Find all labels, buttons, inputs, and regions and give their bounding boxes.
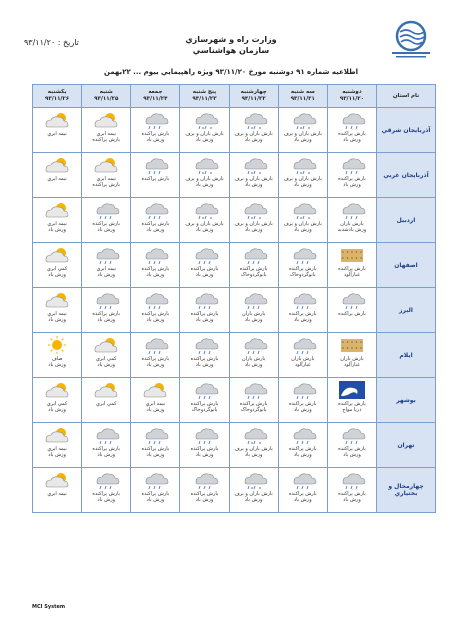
forecast-cell bbox=[82, 333, 131, 378]
forecast-cell bbox=[278, 423, 327, 468]
rain-cloud-icon bbox=[288, 470, 318, 490]
rain-cloud-icon bbox=[239, 245, 269, 265]
forecast-condition: بارش پراکنده bbox=[338, 491, 366, 497]
day-header bbox=[33, 85, 82, 108]
forecast-condition: بارش پراکنده bbox=[338, 311, 366, 317]
rain-cloud-icon bbox=[337, 470, 367, 490]
forecast-cell bbox=[82, 468, 131, 513]
partly-cloudy-icon bbox=[42, 425, 72, 445]
page-header bbox=[0, 0, 462, 70]
rain-cloud-icon bbox=[239, 335, 269, 355]
forecast-cell bbox=[33, 468, 82, 513]
forecast-detail: وزش باد bbox=[48, 317, 66, 323]
forecast-detail: وزش باد bbox=[97, 272, 116, 278]
province-row bbox=[33, 333, 436, 378]
footer-system-name: MCI System bbox=[32, 604, 66, 610]
partly-cloudy-icon bbox=[140, 380, 170, 400]
forecast-condition: نيمه ابري bbox=[47, 221, 67, 227]
forecast-cell bbox=[82, 198, 131, 243]
forecast-detail: وزش باد bbox=[293, 497, 312, 503]
forecast-detail: وزش باد bbox=[244, 317, 263, 323]
forecast-detail: بانوگردوخاک bbox=[191, 407, 218, 413]
forecast-cell bbox=[131, 243, 180, 288]
forecast-condition: کمي ابري bbox=[46, 401, 68, 407]
forecast-cell bbox=[229, 288, 278, 333]
forecast-condition: بارش پراکنده bbox=[239, 266, 268, 272]
province-name: ايلام bbox=[377, 333, 436, 378]
day-header bbox=[229, 85, 278, 108]
forecast-detail: وزش باد bbox=[244, 227, 263, 233]
forecast-condition: بارش باران و برف bbox=[185, 176, 224, 182]
day-name: پنج شنبه bbox=[192, 89, 217, 95]
forecast-detail: وزش باد bbox=[195, 317, 214, 323]
forecast-condition: بارش پراکنده bbox=[92, 221, 121, 227]
forecast-cell bbox=[180, 108, 229, 153]
rain-cloud-icon bbox=[140, 245, 170, 265]
forecast-condition: بارش پراکنده bbox=[92, 491, 121, 497]
rain-cloud-icon bbox=[91, 290, 121, 310]
forecast-condition: بارش باران bbox=[291, 356, 315, 362]
partly-cloudy-icon bbox=[42, 200, 72, 220]
forecast-condition: بارش پراکنده bbox=[141, 221, 170, 227]
forecast-condition: صاف bbox=[51, 356, 63, 362]
forecast-detail: وزش باد bbox=[48, 407, 66, 413]
forecast-cell bbox=[327, 423, 376, 468]
forecast-condition: بارش باران و برف bbox=[283, 221, 322, 227]
partly-cloudy-icon bbox=[91, 155, 121, 175]
forecast-detail: وزش باد bbox=[244, 452, 263, 458]
forecast-cell bbox=[180, 333, 229, 378]
forecast-cell bbox=[327, 333, 376, 378]
forecast-cell bbox=[180, 153, 229, 198]
forecast-cell bbox=[131, 153, 180, 198]
day-name: چهارشنبه bbox=[240, 89, 267, 95]
forecast-cell bbox=[278, 153, 327, 198]
forecast-cell bbox=[278, 243, 327, 288]
forecast-condition: بارش پراکنده bbox=[141, 491, 170, 497]
rain-cloud-icon bbox=[190, 380, 220, 400]
province-row bbox=[33, 468, 436, 513]
forecast-cell bbox=[278, 468, 327, 513]
snow-rain-cloud-icon bbox=[190, 110, 220, 130]
rain-cloud-icon bbox=[140, 290, 170, 310]
forecast-condition: کمي ابري bbox=[46, 266, 68, 272]
forecast-condition: بارش پراکنده bbox=[338, 401, 366, 407]
forecast-condition: بارش پراکنده bbox=[288, 401, 317, 407]
province-row bbox=[33, 243, 436, 288]
forecast-cell bbox=[229, 198, 278, 243]
forecast-detail: وزش باد bbox=[195, 137, 214, 143]
forecast-cell bbox=[82, 243, 131, 288]
day-header bbox=[180, 85, 229, 108]
forecast-detail: وزش باد bbox=[293, 182, 312, 188]
province-name: البرز bbox=[377, 288, 436, 333]
forecast-cell bbox=[229, 108, 278, 153]
forecast-condition: نيمه ابري bbox=[47, 176, 67, 182]
forecast-cell bbox=[131, 333, 180, 378]
forecast-condition: بارش باران و برف bbox=[185, 221, 224, 227]
forecast-condition: بارش باران bbox=[241, 311, 266, 317]
province-row bbox=[33, 378, 436, 423]
day-name: جمعه bbox=[148, 89, 163, 95]
dust-icon bbox=[337, 245, 367, 265]
forecast-body bbox=[33, 108, 436, 513]
forecast-condition: بارش پراکنده bbox=[141, 356, 170, 362]
forecast-condition: بارش پراکنده bbox=[141, 131, 170, 137]
rain-cloud-icon bbox=[288, 290, 318, 310]
forecast-cell bbox=[131, 108, 180, 153]
forecast-condition: نيمه ابري bbox=[47, 446, 67, 452]
province-row bbox=[33, 153, 436, 198]
forecast-cell bbox=[229, 243, 278, 288]
rain-cloud-icon bbox=[91, 200, 121, 220]
forecast-condition: کمي ابري bbox=[95, 401, 117, 407]
forecast-condition: بارش پراکنده bbox=[190, 491, 219, 497]
forecast-cell bbox=[33, 288, 82, 333]
partly-cloudy-icon bbox=[91, 110, 121, 130]
day-date: ۹۳/۱۱/۲۲ bbox=[241, 96, 266, 102]
forecast-cell bbox=[229, 333, 278, 378]
forecast-cell bbox=[82, 288, 131, 333]
rain-cloud-icon bbox=[91, 245, 121, 265]
rain-cloud-icon bbox=[337, 425, 367, 445]
province-name: آذربايجان شرقي bbox=[377, 108, 436, 153]
forecast-detail: وزش باد bbox=[293, 407, 312, 413]
rain-cloud-icon bbox=[91, 425, 121, 445]
province-column-header: نام استان bbox=[377, 85, 436, 108]
forecast-detail: وزش باد bbox=[146, 272, 165, 278]
forecast-detail: وزش باد bbox=[195, 227, 214, 233]
partly-cloudy-icon bbox=[42, 155, 72, 175]
forecast-detail: وزش باد bbox=[244, 497, 263, 503]
forecast-condition: بارش باران bbox=[241, 356, 266, 362]
forecast-detail: وزش باد bbox=[97, 452, 116, 458]
forecast-cell bbox=[229, 423, 278, 468]
rain-cloud-icon bbox=[337, 110, 367, 130]
forecast-cell bbox=[180, 198, 229, 243]
day-header bbox=[278, 85, 327, 108]
forecast-detail: بارش پراکنده bbox=[92, 137, 121, 143]
forecast-detail: بانوگردوخاک bbox=[240, 272, 267, 278]
forecast-detail: وزش باد bbox=[146, 452, 165, 458]
forecast-condition: بارش پراکنده bbox=[190, 311, 219, 317]
rain-cloud-icon bbox=[190, 425, 220, 445]
day-date: ۹۳/۱۱/۲۴ bbox=[143, 96, 168, 102]
forecast-condition: بارش پراکنده bbox=[190, 401, 219, 407]
rain-cloud-icon bbox=[140, 425, 170, 445]
day-date: ۹۳/۱۱/۲۶ bbox=[44, 96, 70, 102]
forecast-cell bbox=[278, 288, 327, 333]
forecast-condition: بارش باران و برف bbox=[234, 176, 273, 182]
forecast-condition: بارش باران bbox=[340, 356, 364, 362]
forecast-condition: بارش پراکنده bbox=[338, 176, 366, 182]
forecast-detail: وزش باد bbox=[195, 272, 214, 278]
wave-icon bbox=[337, 380, 367, 400]
rain-cloud-icon bbox=[337, 155, 367, 175]
forecast-cell bbox=[180, 243, 229, 288]
rain-cloud-icon bbox=[140, 155, 170, 175]
forecast-cell bbox=[327, 198, 376, 243]
province-row bbox=[33, 288, 436, 333]
forecast-cell bbox=[131, 468, 180, 513]
snow-rain-cloud-icon bbox=[239, 425, 269, 445]
forecast-condition: بارش پراکنده bbox=[338, 446, 366, 452]
forecast-condition: بارش باران و برف bbox=[234, 491, 273, 497]
forecast-condition: نيمه ابري bbox=[96, 131, 116, 137]
forecast-condition: بارش پراکنده bbox=[239, 401, 268, 407]
rain-cloud-icon bbox=[140, 200, 170, 220]
forecast-condition: بارش پراکنده bbox=[141, 176, 170, 182]
forecast-detail: غبارآلود bbox=[294, 362, 311, 368]
forecast-detail: وزش باد bbox=[48, 362, 66, 368]
forecast-condition: بارش پراکنده bbox=[92, 446, 121, 452]
forecast-cell bbox=[229, 153, 278, 198]
province-row bbox=[33, 108, 436, 153]
forecast-cell bbox=[131, 423, 180, 468]
forecast-condition: بارش باران و برف bbox=[283, 131, 322, 137]
forecast-cell bbox=[229, 378, 278, 423]
rain-cloud-icon bbox=[91, 470, 121, 490]
snow-rain-cloud-icon bbox=[239, 200, 269, 220]
snow-rain-cloud-icon bbox=[288, 200, 318, 220]
day-name: سه شنبه bbox=[290, 89, 315, 95]
forecast-detail: وزش باد bbox=[195, 182, 214, 188]
forecast-condition: بارش پراکنده bbox=[141, 311, 170, 317]
province-name: آذربايجان غربي bbox=[377, 153, 436, 198]
day-name: يکشنبه bbox=[47, 89, 67, 95]
rain-cloud-icon bbox=[337, 290, 367, 310]
forecast-detail: وزش باد bbox=[195, 497, 214, 503]
forecast-cell bbox=[33, 423, 82, 468]
forecast-detail: وزش باد bbox=[293, 227, 312, 233]
forecast-cell bbox=[33, 153, 82, 198]
partly-cloudy-icon bbox=[91, 380, 121, 400]
rain-cloud-icon bbox=[190, 335, 220, 355]
forecast-detail: وزش باد bbox=[146, 317, 165, 323]
forecast-detail: وزش باد bbox=[293, 317, 312, 323]
rain-cloud-icon bbox=[190, 470, 220, 490]
forecast-header-row bbox=[33, 85, 436, 108]
forecast-cell bbox=[82, 378, 131, 423]
rain-cloud-icon bbox=[239, 290, 269, 310]
forecast-detail: وزش باد bbox=[48, 272, 66, 278]
snow-rain-cloud-icon bbox=[190, 200, 220, 220]
forecast-condition: بارش باران bbox=[340, 221, 364, 227]
snow-rain-cloud-icon bbox=[288, 155, 318, 175]
forecast-cell bbox=[33, 333, 82, 378]
forecast-detail: وزش باد bbox=[97, 497, 116, 503]
rain-cloud-icon bbox=[288, 335, 318, 355]
rain-cloud-icon bbox=[337, 200, 367, 220]
forecast-condition: کمي ابري bbox=[95, 356, 117, 362]
day-header bbox=[131, 85, 180, 108]
forecast-condition: بارش پراکنده bbox=[288, 446, 317, 452]
day-date: ۹۳/۱۱/۲۳ bbox=[192, 96, 217, 102]
forecast-cell bbox=[131, 288, 180, 333]
forecast-condition: بارش پراکنده bbox=[141, 446, 170, 452]
forecast-detail: وزش باد bbox=[48, 227, 66, 233]
forecast-detail: بانوگردوخاک bbox=[289, 272, 316, 278]
forecast-detail: وزش باد bbox=[97, 362, 116, 368]
partly-cloudy-icon bbox=[42, 110, 72, 130]
forecast-condition: بارش پراکنده bbox=[338, 131, 366, 137]
province-name: بوشهر bbox=[377, 378, 436, 423]
forecast-cell bbox=[33, 108, 82, 153]
forecast-cell bbox=[33, 243, 82, 288]
bulletin-notice: اطلاعيه شماره ۹۱ دوشنبه مورخ ۹۳/۱۱/۲۰ ويژه راهپيمايي بيوم ... ۲۲بهمن bbox=[103, 68, 359, 76]
forecast-cell bbox=[82, 153, 131, 198]
forecast-condition: بارش پراکنده bbox=[190, 356, 219, 362]
dust-icon bbox=[337, 335, 367, 355]
organization-title: سازمان هواشناسي bbox=[192, 46, 270, 55]
forecast-detail: وزش باد bbox=[293, 137, 312, 143]
forecast-cell bbox=[327, 153, 376, 198]
snow-rain-cloud-icon bbox=[239, 110, 269, 130]
forecast-detail: وزش باد bbox=[97, 227, 116, 233]
rain-cloud-icon bbox=[140, 110, 170, 130]
snow-rain-cloud-icon bbox=[288, 110, 318, 130]
forecast-detail: بانوگردوخاک bbox=[240, 407, 267, 413]
forecast-condition: بارش پراکنده bbox=[288, 491, 317, 497]
forecast-cell bbox=[180, 378, 229, 423]
forecast-condition: بارش باران و برف bbox=[234, 131, 273, 137]
forecast-detail: وزش باد bbox=[244, 182, 263, 188]
province-name: اصفهان bbox=[377, 243, 436, 288]
sunny-icon bbox=[42, 335, 72, 355]
forecast-condition: نيمه ابري bbox=[96, 176, 116, 182]
forecast-detail: وزش باد bbox=[343, 137, 361, 143]
snow-rain-cloud-icon bbox=[239, 155, 269, 175]
forecast-cell bbox=[180, 288, 229, 333]
forecast-condition: بارش پراکنده bbox=[141, 266, 170, 272]
day-date: ۹۳/۱۱/۲۵ bbox=[94, 96, 119, 102]
rain-cloud-icon bbox=[288, 245, 318, 265]
forecast-detail: وزش باد bbox=[146, 407, 165, 413]
bulletin-date: تاريخ : ۹۳/۱۱/۲۰ bbox=[24, 38, 79, 47]
rain-cloud-icon bbox=[190, 245, 220, 265]
forecast-condition: نيمه ابري bbox=[47, 311, 67, 317]
forecast-detail: وزش باد bbox=[343, 497, 361, 503]
day-date: ۹۳/۱۱/۲۰ bbox=[339, 96, 365, 102]
rain-cloud-icon bbox=[140, 470, 170, 490]
forecast-cell bbox=[327, 288, 376, 333]
day-name: شنبه bbox=[99, 89, 113, 95]
partly-cloudy-icon bbox=[42, 470, 72, 490]
rain-cloud-icon bbox=[288, 380, 318, 400]
forecast-cell bbox=[131, 378, 180, 423]
forecast-detail: وزش باد bbox=[343, 182, 361, 188]
forecast-condition: بارش پراکنده bbox=[190, 446, 219, 452]
forecast-detail: وزش باد bbox=[146, 497, 165, 503]
forecast-cell bbox=[278, 378, 327, 423]
forecast-cell bbox=[278, 198, 327, 243]
forecast-condition: بارش باران و برف bbox=[185, 131, 224, 137]
partly-cloudy-icon bbox=[42, 290, 72, 310]
forecast-detail: وزش باد bbox=[146, 362, 165, 368]
forecast-condition: بارش پراکنده bbox=[190, 266, 219, 272]
forecast-cell bbox=[229, 468, 278, 513]
rain-cloud-icon bbox=[288, 425, 318, 445]
forecast-cell bbox=[131, 198, 180, 243]
forecast-cell bbox=[180, 468, 229, 513]
forecast-condition: بارش باران و برف bbox=[283, 176, 322, 182]
rain-cloud-icon bbox=[239, 380, 269, 400]
province-name: اردبيل bbox=[377, 198, 436, 243]
forecast-condition: بارش پراکنده bbox=[338, 266, 366, 272]
forecast-detail: وزش باد bbox=[293, 452, 312, 458]
forecast-detail: غبارآلود bbox=[344, 362, 360, 368]
forecast-condition: نيمه ابري bbox=[47, 491, 67, 497]
forecast-detail: وزش باد bbox=[146, 227, 165, 233]
forecast-cell bbox=[33, 378, 82, 423]
forecast-condition: بارش باران و برف bbox=[234, 446, 273, 452]
forecast-detail: غبارآلود bbox=[344, 272, 360, 278]
forecast-cell bbox=[82, 108, 131, 153]
forecast-detail: وزش باد bbox=[195, 452, 214, 458]
province-name: چهارمحال و بختياري bbox=[377, 468, 436, 513]
forecast-condition: نيمه ابري bbox=[47, 131, 67, 137]
forecast-detail: وزش باد bbox=[195, 362, 214, 368]
forecast-condition: بارش پراکنده bbox=[92, 311, 121, 317]
day-date: ۹۳/۱۱/۲۱ bbox=[290, 96, 315, 102]
forecast-condition: نيمه ابري bbox=[96, 266, 116, 272]
forecast-cell bbox=[327, 378, 376, 423]
province-row bbox=[33, 423, 436, 468]
forecast-condition: بارش پراکنده bbox=[288, 311, 317, 317]
forecast-cell bbox=[327, 468, 376, 513]
snow-rain-cloud-icon bbox=[190, 155, 220, 175]
province-row bbox=[33, 198, 436, 243]
forecast-detail: بارش پراکنده bbox=[92, 182, 121, 188]
forecast-cell bbox=[327, 243, 376, 288]
rain-cloud-icon bbox=[140, 335, 170, 355]
partly-cloudy-icon bbox=[42, 380, 72, 400]
forecast-detail: وزش باد bbox=[97, 317, 116, 323]
day-header bbox=[327, 85, 376, 108]
forecast-cell bbox=[327, 108, 376, 153]
day-name: دوشنبه bbox=[342, 89, 362, 95]
forecast-detail: وزش باد bbox=[244, 137, 263, 143]
partly-cloudy-icon bbox=[91, 335, 121, 355]
forecast-cell bbox=[82, 423, 131, 468]
forecast-condition: بارش پراکنده bbox=[288, 266, 317, 272]
forecast-detail: وزش باد bbox=[48, 452, 66, 458]
forecast-detail: دريا مواج bbox=[342, 407, 362, 413]
forecast-detail: وزش باد bbox=[244, 362, 263, 368]
forecast-detail: وزش باد bbox=[146, 137, 165, 143]
forecast-table bbox=[32, 84, 436, 513]
partly-cloudy-icon bbox=[42, 245, 72, 265]
forecast-cell bbox=[180, 423, 229, 468]
forecast-cell bbox=[33, 198, 82, 243]
forecast-detail: وزش باد bbox=[343, 452, 361, 458]
forecast-cell bbox=[278, 333, 327, 378]
day-header bbox=[82, 85, 131, 108]
forecast-cell bbox=[278, 108, 327, 153]
ministry-title: وزارت راه و شهرسازي bbox=[185, 35, 277, 44]
forecast-detail: وزش بادشديد bbox=[337, 227, 367, 233]
province-name: تهران bbox=[377, 423, 436, 468]
rain-cloud-icon bbox=[190, 290, 220, 310]
forecast-condition: نيمه ابري bbox=[145, 401, 166, 407]
forecast-condition: بارش باران و برف bbox=[234, 221, 273, 227]
snow-rain-cloud-icon bbox=[239, 470, 269, 490]
